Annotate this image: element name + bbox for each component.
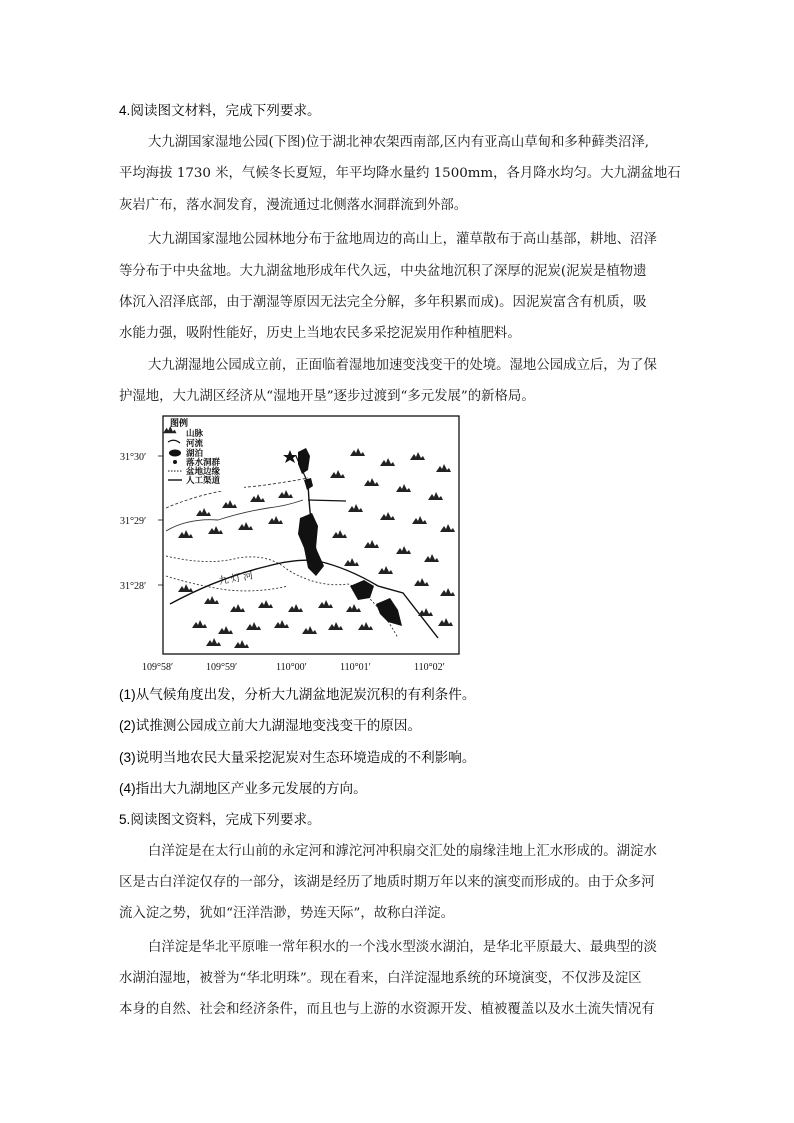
q4-p1-line2: 平均海拔 1730 米，气候冬长夏短，年平均降水量约 1500mm，各月降水均匀。大九湖盆地石 bbox=[119, 166, 681, 181]
legend-river: 河流 bbox=[186, 438, 204, 448]
lon-label-10959: 109°59′ bbox=[206, 662, 238, 673]
q4-p2-line3: 体沉入沼泽底部，由于潮湿等原因无法完全分解，多年积累而成)。因泥炭富含有机质，吸 bbox=[119, 295, 647, 310]
q5-p2-line3: 本身的自然、社会和经济条件，而且也与上游的水资源开发、植被覆盖以及水土流失情况有 bbox=[119, 1002, 655, 1017]
q4-question-4: (4)指出大九湖地区产业多元发展的方向。 bbox=[119, 781, 367, 796]
q4-question-2: (2)试推测公园成立前大九湖湿地变浅变干的原因。 bbox=[119, 718, 422, 733]
lon-label-10958: 109°58′ bbox=[142, 662, 174, 673]
q5-p2-line2: 水湖泊湿地，被誉为“华北明珠”。现在看来，白洋淀湿地系统的环境演变，不仅涉及淀区 bbox=[119, 971, 642, 986]
q4-p2-line1: 大九湖国家湿地公园林地分布于盆地周边的高山上，灌草散布于高山基部，耕地、沼泽 bbox=[148, 232, 657, 247]
q4-p2-line4: 水能力强，吸附性能好，历史上当地农民多采挖泥炭用作种植肥料。 bbox=[119, 326, 521, 341]
q4-p3-line2: 护湿地，大九湖区经济从“湿地开垦”逐步过渡到“多元发展”的新格局。 bbox=[119, 389, 535, 404]
lat-label-3129: 31°29′ bbox=[120, 516, 147, 527]
q5-heading: 5.阅读图文资料，完成下列要求。 bbox=[119, 812, 321, 827]
legend-sinkhole: 落水洞群 bbox=[186, 457, 221, 467]
q5-p2-line1: 白洋淀是华北平原唯一常年积水的一个浅水型淡水湖泊，是华北平原最大、最典型的淡 bbox=[148, 940, 657, 955]
q5-p1-line2: 区是古白洋淀仅存的一部分，该湖是经历了地质时期万年以来的演变而形成的。由于众多河 bbox=[119, 875, 655, 890]
lon-label-11000: 110°00′ bbox=[276, 662, 307, 673]
lat-label-3128: 31°28′ bbox=[120, 581, 147, 592]
q4-heading: 4.阅读图文材料，完成下列要求。 bbox=[119, 103, 321, 118]
river-label: 九 灯 河 bbox=[217, 570, 255, 588]
q4-p1-line1: 大九湖国家湿地公园(下图)位于湖北神农架西南部,区内有亚高山草甸和多种藓类沼泽, bbox=[148, 135, 650, 150]
q4-question-1: (1)从气候角度出发，分析大九湖盆地泥炭沉积的有利条件。 bbox=[119, 687, 476, 702]
q5-p1-line1: 白洋淀是在太行山前的永定河和滹沱河冲积扇交汇处的扇缘洼地上汇水形成的。湖淀水 bbox=[148, 844, 657, 859]
q4-p2-line2: 等分布于中央盆地。大九湖盆地形成年代久远，中央盆地沉积了深厚的泥炭(泥炭是植物遗 bbox=[119, 264, 647, 279]
dajiuhu-map bbox=[118, 408, 464, 674]
legend-channel: 人工渠道 bbox=[186, 475, 221, 485]
legend-title: 图例 bbox=[170, 418, 189, 428]
lon-label-11002: 110°02′ bbox=[414, 662, 445, 673]
legend-basin-edge: 盆地边缘 bbox=[186, 466, 221, 476]
q4-question-3: (3)说明当地农民大量采挖泥炭对生态环境造成的不利影响。 bbox=[119, 750, 476, 765]
lat-label-3130: 31°30′ bbox=[120, 452, 147, 463]
q5-p1-line3: 流入淀之势，犹如“汪洋浩渺，势连天际”，故称白洋淀。 bbox=[119, 906, 455, 921]
lon-label-11001: 110°01′ bbox=[340, 662, 371, 673]
legend-lake: 湖泊 bbox=[186, 448, 204, 458]
legend-mountain: 山脉 bbox=[186, 428, 204, 438]
q4-p1-line3: 灰岩广布，落水洞发育，漫流通过北侧落水洞群流到外部。 bbox=[119, 198, 468, 213]
q4-p3-line1: 大九湖湿地公园成立前，正面临着湿地加速变浅变干的处境。湿地公园成立后，为了保 bbox=[148, 358, 657, 373]
